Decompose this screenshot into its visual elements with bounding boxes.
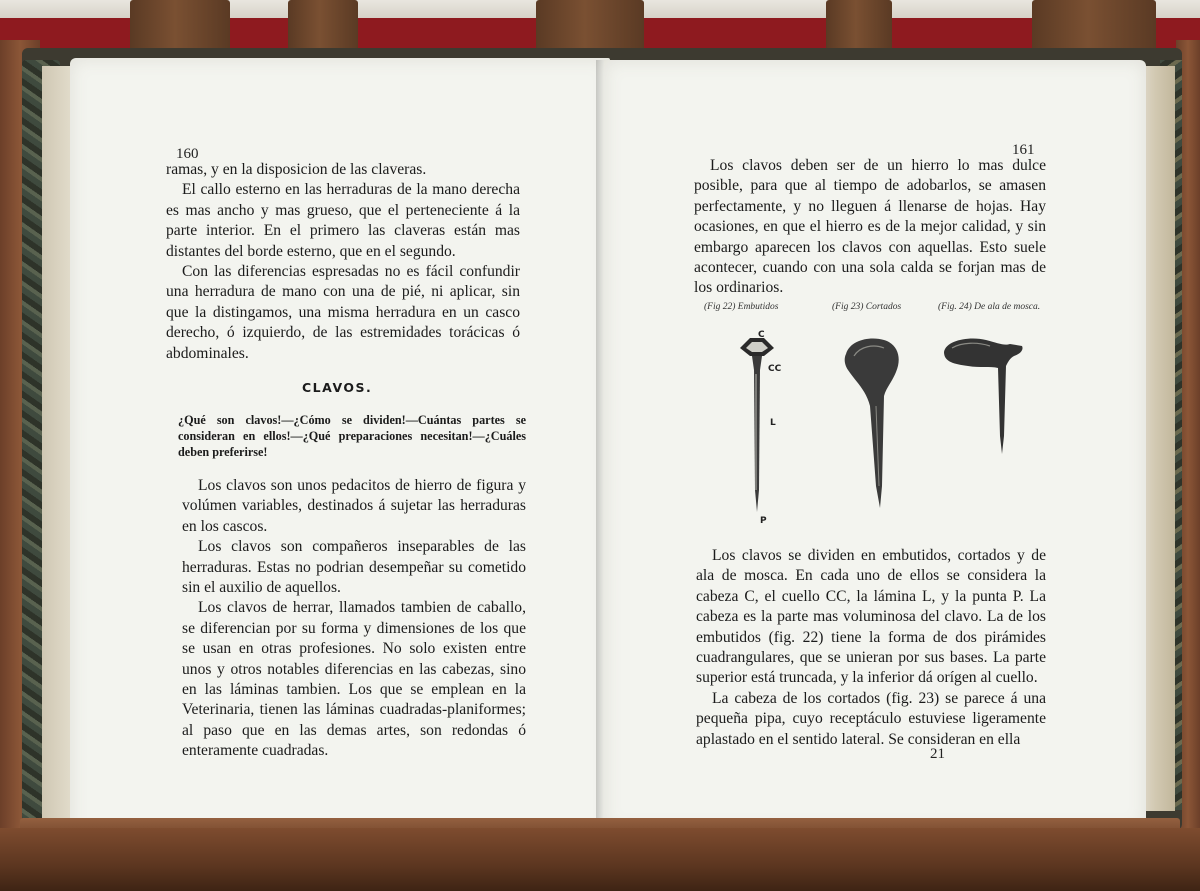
right-page: [604, 60, 1146, 830]
paragraph: Los clavos son compañeros inseparables de las herraduras. Estas no podrian desempeñar su cometido sin el auxilio de aquellos.: [182, 538, 526, 597]
figure-label-neck: CC: [768, 364, 782, 374]
nail-cortado-illustration: [840, 336, 910, 516]
paragraph: Los clavos se dividen en embutidos, cortados y de ala de mosca. En cada uno de ellos se considera la cabeza C, el cuello CC, la lámina L, y la punta P. La cabeza es la parte mas voluminosa del clavo. La de los embutidos (fig. 22) tiene la forma de dos pirámides cuadrangulares, que se unieran por sus bases. La parte superior está truncada, y la inferior dá orígen al cuello.: [696, 547, 1046, 687]
left-page: [70, 58, 610, 848]
paragraph: La cabeza de los cortados (fig. 23) se parece á una pequeña pipa, cuyo receptáculo estuviese ligeramente aplastado en el sentido lateral. Se consideran en ella: [696, 689, 1046, 748]
body-text-top: [694, 156, 1046, 299]
paragraph: Los clavos deben ser de un hierro lo mas dulce posible, para que al tiempo de adobarlos, se amasen perfectamente, y no lleguen á llenarse de hojas. Hay ocasiones, en que el hierro es de la mejor calidad, y sin embargo aparecen los clavos con aquellas. Esto suele acontecer, cuando con una sola calda se forjan mas de los ordinarios.: [694, 157, 1046, 297]
figure-label-blade: L: [770, 418, 776, 428]
stand-base: [0, 828, 1200, 891]
paragraph: Los clavos de herrar, llamados tambien de caballo, se diferencian por su forma y dimensiones de los que se usan en otras profesiones. No solo existen entre unos y otros notables diferencias en las cabezas, sino en las láminas tambien. Los que se emplean en la Veterinaria, tienen las láminas cuadradas-planiformes; al paso que en las demas artes, son redondas ó enteramente cuadradas.: [182, 599, 526, 760]
paragraph: El callo esterno en las herraduras de la mano derecha es mas ancho y mas grueso, que el perteneciente á la parte interior. En el primero las claveras están mas distantes del borde esterno, que en el segundo.: [166, 181, 520, 260]
figure-caption: (Fig. 24) De ala de mosca.: [938, 302, 1041, 312]
figure-caption: (Fig 23) Cortados: [832, 302, 902, 312]
body-text-bottom: [696, 546, 1046, 750]
paragraph: ramas, y en la disposicion de las claveras.: [166, 161, 427, 178]
questions-text: ¿Qué son clavos!—¿Cómo se dividen!—Cuántas partes se consideran en ellos!—¿Qué preparaciones necesitan!—¿Cuáles deben preferirse!: [178, 413, 526, 459]
page-number: 160: [176, 146, 199, 162]
nail-ala-de-mosca-illustration: [940, 336, 1030, 466]
figure-label-point: P: [760, 516, 767, 526]
paragraph: Los clavos son unos pedacitos de hierro de figura y volúmen variables, destinados á sujetar las herraduras en los cascos.: [182, 477, 526, 535]
nail-embutido-illustration: [732, 330, 792, 530]
body-text-top: [166, 160, 520, 364]
figure-caption: (Fig 22) Embutidos: [704, 302, 779, 312]
questions-block: [178, 412, 526, 460]
figure-label-head: C: [758, 330, 765, 340]
body-text-bottom: [182, 476, 526, 762]
signature-number: 21: [930, 746, 945, 762]
page-number: 161: [1012, 142, 1035, 158]
section-heading: CLAVOS.: [302, 380, 373, 395]
paragraph: Con las diferencias espresadas no es fácil confundir una herradura de mano con una de pié, ni aplicar, sin que la distingamos, una misma herradura en un casco derecho, ó izquierdo, de las estremidades torácicas ó abdominales.: [166, 263, 520, 362]
